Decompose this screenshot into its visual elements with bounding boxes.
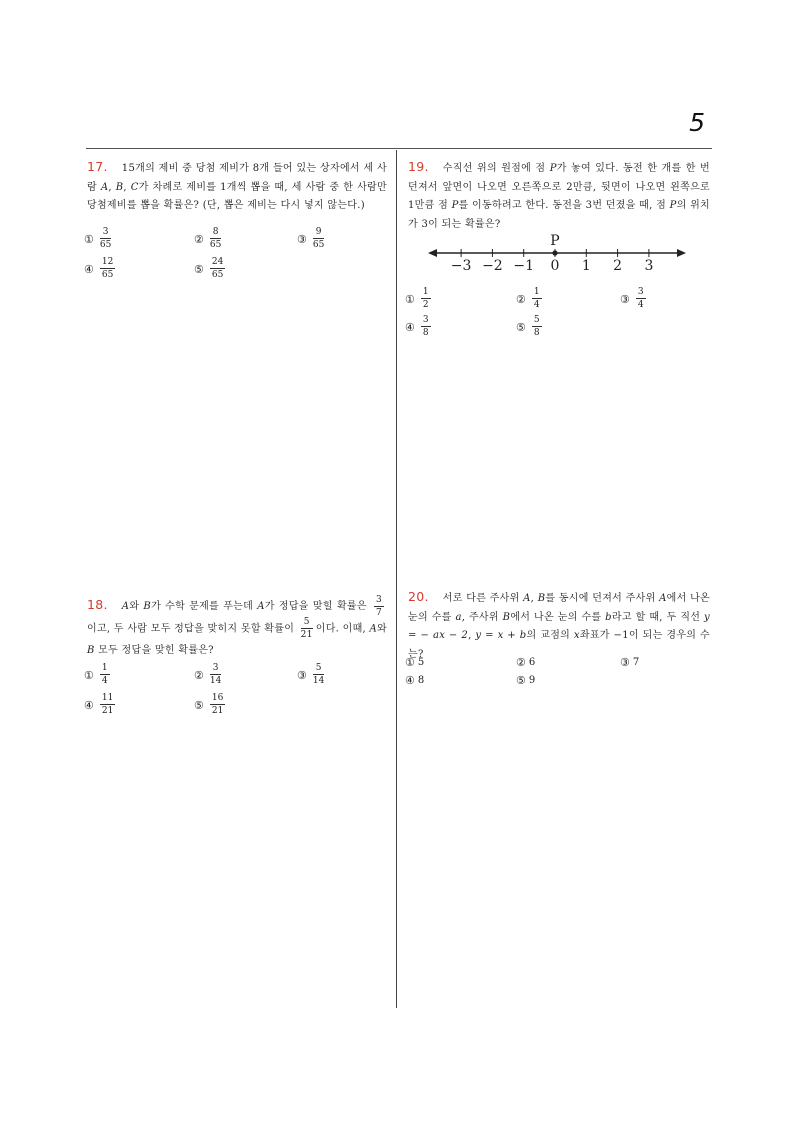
fraction: $\frac{8}{65}$ — [209, 227, 222, 250]
page-number: 5 — [689, 108, 705, 137]
question-number: 20. — [408, 589, 429, 604]
choice-4[interactable]: ④ $\frac{11}{21}$ — [84, 693, 114, 716]
fraction: $\frac{1}{2}$ — [422, 287, 429, 310]
fraction-three-sevenths: $\frac{3}{7}$ — [375, 594, 382, 618]
tick-label--1: −1 — [513, 258, 535, 274]
fraction: $\frac{3}{8}$ — [422, 315, 429, 338]
choice-3[interactable]: ③ $\frac{9}{65}$ — [297, 227, 325, 250]
fraction: $\frac{12}{65}$ — [101, 257, 114, 280]
choice-2[interactable]: ② $\frac{1}{4}$ — [516, 287, 540, 310]
equation-2: y = x + b — [475, 630, 527, 641]
choice-4[interactable]: ④ $\frac{12}{65}$ — [84, 257, 114, 280]
choice-5[interactable]: ⑤ $\frac{24}{65}$ — [194, 257, 224, 280]
tick-label-2: 2 — [613, 258, 623, 274]
question-20 — [408, 588, 710, 664]
fraction: $\frac{16}{21}$ — [211, 693, 224, 716]
fraction: $\frac{1}{4}$ — [533, 287, 540, 310]
fraction: $\frac{3}{4}$ — [637, 287, 644, 310]
tick-label-3: 3 — [644, 258, 654, 274]
choice-3[interactable]: ③ $\frac{3}{4}$ — [620, 287, 644, 310]
choice-5[interactable]: ⑤ $\frac{5}{8}$ — [516, 315, 540, 338]
question-20-text: 20. 서로 다른 주사위 A, B를 동시에 던져서 주사위 A에서 나온 눈의 수를 a, 주사위 B에서 나온 눈의 수를 b라고 할 때, 두 직선 y = − ax − 2, y = x + b의 교점의 x좌표가 −1이 되는 경우의 수는? — [408, 589, 711, 660]
question-17-text: 17. 15개의 제비 중 당첨 제비가 8개 들어 있는 상자에서 세 사람 A, B, C가 차례로 제비를 1개씩 뽑을 때, 세 사람 중 한 사람만 당첨제비를 뽑을 확률은? (단, 뽑은 제비는 다시 넣지 않는다.) — [87, 159, 387, 211]
tick-label--3: −3 — [450, 258, 472, 274]
tick-label-0: 0 — [550, 258, 560, 274]
right-arrowhead — [677, 249, 686, 257]
choice-1[interactable]: ① 5 — [405, 656, 425, 669]
equation-1: y = − ax − 2 — [408, 611, 710, 641]
choice-5[interactable]: ⑤ $\frac{16}{21}$ — [194, 693, 224, 716]
fraction: $\frac{1}{4}$ — [101, 663, 108, 686]
fraction: $\frac{9}{65}$ — [312, 227, 325, 250]
fraction: $\frac{5}{8}$ — [533, 315, 540, 338]
question-17 — [87, 158, 387, 216]
tick-label--2: −2 — [482, 258, 503, 274]
fraction-five-twentyfirsts: $\frac{5}{21}$ — [300, 616, 313, 640]
choice-1[interactable]: ① $\frac{1}{2}$ — [405, 287, 429, 310]
fraction: $\frac{5}{14}$ — [312, 663, 325, 686]
choice-1[interactable]: ① $\frac{3}{65}$ — [84, 227, 112, 250]
choice-4[interactable]: ④ 8 — [405, 674, 425, 687]
fraction: $\frac{24}{65}$ — [211, 257, 224, 280]
choice-2[interactable]: ② 6 — [516, 656, 536, 669]
question-number: 19. — [408, 159, 429, 174]
question-19-text: 19. 수직선 위의 원점에 점 P가 놓여 있다. 동전 한 개를 한 번 던져서 앞면이 나오면 오른쪽으로 2만큼, 뒷면이 나오면 왼쪽으로 1만큼 점 P를 이동하려고 한다. 동전을 3번 던졌을 때, 점 P의 위치가 3이 되는 확률은? — [408, 159, 711, 230]
point-p-marker — [552, 250, 557, 255]
choice-2[interactable]: ② $\frac{8}{65}$ — [194, 227, 222, 250]
choice-3[interactable]: ③ 7 — [620, 656, 640, 669]
question-18 — [87, 594, 387, 661]
point-p-label: P — [550, 233, 560, 249]
fraction: $\frac{3}{14}$ — [209, 663, 222, 686]
question-19 — [408, 158, 710, 234]
choice-2[interactable]: ② $\frac{3}{14}$ — [194, 663, 222, 686]
header-rule — [86, 148, 712, 149]
fraction: $\frac{11}{21}$ — [101, 693, 114, 716]
number-line-figure — [424, 230, 694, 280]
choice-3[interactable]: ③ $\frac{5}{14}$ — [297, 663, 325, 686]
column-divider — [396, 150, 397, 1008]
question-18-text: 18. A와 B가 수학 문제를 푸는데 A가 정답을 맞힐 확률은 $\frac{3}{7}$ 이고, 두 사람 모두 정답을 맞히지 못할 확률이 $\frac{5}{21}$ 이다. 이때, A와 B 모두 정답을 맞힌 확률은? — [87, 594, 388, 656]
choice-5[interactable]: ⑤ 9 — [516, 674, 536, 687]
fraction: $\frac{3}{65}$ — [99, 227, 112, 250]
choice-4[interactable]: ④ $\frac{3}{8}$ — [405, 315, 429, 338]
tick-label-1: 1 — [581, 258, 591, 274]
choice-1[interactable]: ① $\frac{1}{4}$ — [84, 663, 108, 686]
question-number: 18. — [87, 597, 108, 612]
left-arrowhead — [428, 249, 437, 257]
question-number: 17. — [87, 159, 108, 174]
